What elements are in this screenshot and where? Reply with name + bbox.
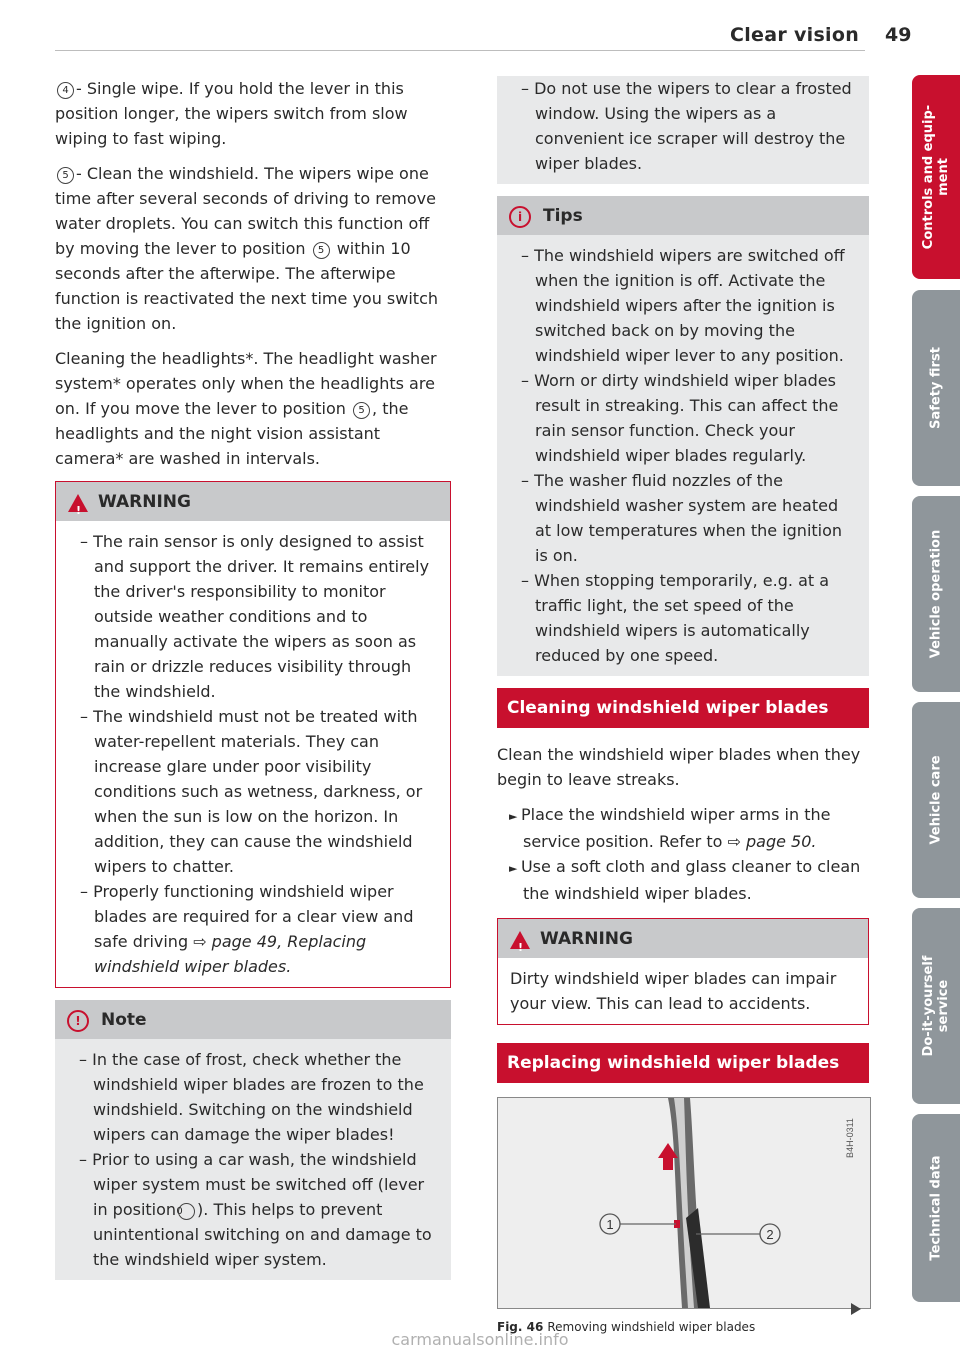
warning-header: ! WARNING (56, 482, 450, 521)
warning-header: ! WARNING (498, 919, 868, 958)
figure-code: B4H-0311 (845, 1118, 855, 1158)
right-column (497, 76, 869, 1340)
side-tab-diy-service[interactable]: Do-it-yourself service (912, 908, 960, 1104)
warning-item: – Properly functioning windshield wiper blades are required for a clear view and safe driving ⇨ page 49, Replacing windshield wiper blades. (68, 879, 438, 979)
info-icon: i (509, 206, 531, 228)
page-reference-link[interactable]: ⇨ page 49, Replacing windshield wiper blades. (94, 932, 367, 976)
paragraph-single-wipe: 4 - Single wipe. If you hold the lever in this position longer, the wipers switch from slow wiping to fast wiping. (55, 79, 408, 148)
side-tab-vehicle-care[interactable]: Vehicle care (912, 702, 960, 898)
note-icon: ! (67, 1010, 89, 1032)
position-5-symbol: 5 (353, 402, 370, 419)
note-body (55, 1039, 451, 1280)
position-0-symbol: 0 (178, 1203, 195, 1220)
tip-item: – When stopping temporarily, e.g. at a traffic light, the set speed of the windshield wipers is automatically reduced by one speed. (509, 568, 857, 668)
warning-triangle-icon: ! (68, 494, 88, 512)
warning-triangle-icon: ! (510, 931, 530, 949)
note-header: ! Note (55, 1000, 451, 1039)
section-heading-replacing: Replacing windshield wiper blades (497, 1043, 869, 1083)
warning-item: – The rain sensor is only designed to assist and support the driver. It remains entirely the driver's responsibility to monitor outside weather conditions and to manually activate the wipers as soon as rain or drizzle reduces visibility through the windshield. (68, 529, 438, 704)
tips-box (497, 196, 869, 676)
frost-note-continued (497, 76, 869, 184)
continued-arrow-icon (851, 1303, 861, 1315)
page-number: 49 (885, 24, 912, 46)
tips-body (497, 235, 869, 676)
cleaning-intro: Clean the windshield wiper blades when they begin to leave streaks. (497, 745, 861, 789)
figure-caption: Fig. 46 Removing windshield wiper blades (497, 1320, 756, 1334)
note-item: – In the case of frost, check whether the windshield wiper blades are frozen to the windshield. Switching on the windshield wipers can damage the wiper blades! (67, 1047, 439, 1147)
warning-box-2 (497, 918, 869, 1025)
wiper-blade-illustration (498, 1098, 870, 1308)
position-5-symbol: 5 (57, 167, 74, 184)
callout-1-label: 1 (606, 1217, 614, 1232)
side-tab-technical-data[interactable]: Technical data (912, 1114, 960, 1302)
step-item: ► Use a soft cloth and glass cleaner to clean the windshield wiper blades. (497, 854, 869, 906)
note-item: – Prior to using a car wash, the windshield wiper system must be switched off (lever in position0 ). This helps to prevent unintentional switching on and damage to the windshield wiper system. (67, 1147, 439, 1272)
tip-item: – The washer fluid nozzles of the windshield washer system are heated at low temperatures when the ignition is on. (509, 468, 857, 568)
step-item: ► Place the windshield wiper arms in the service position. Refer to ⇨ page 50. (497, 802, 869, 854)
note-box (55, 1000, 451, 1280)
chapter-title: Clear vision (730, 24, 860, 46)
side-tab-vehicle-operation[interactable]: Vehicle operation (912, 496, 960, 692)
left-column (55, 76, 451, 1292)
position-5-symbol: 5 (313, 242, 330, 259)
figure-wiper-blade (497, 1097, 871, 1309)
paragraph-headlight-cleaning: Cleaning the headlights*. The headlight washer system* operates only when the headlights are on. If you move the lever to position 5 , the headlights and the night vision assistant camera* are washed in intervals. (55, 349, 437, 468)
tip-item: – Worn or dirty windshield wiper blades result in streaking. This can affect the rain sensor function. Check your windshield wiper blades regularly. (509, 368, 857, 468)
note-item: – Do not use the wipers to clear a frosted window. Using the wipers as a convenient ice scraper will destroy the wiper blades. (509, 76, 857, 176)
position-4-symbol: 4 (57, 82, 74, 99)
section-heading-cleaning: Cleaning windshield wiper blades (497, 688, 869, 728)
watermark: carmanualsonline.info (391, 1330, 569, 1349)
side-tab-safety[interactable]: Safety first (912, 290, 960, 486)
paragraph-clean-windshield: 5 - Clean the windshield. The wipers wipe one time after several seconds of driving to remove water droplets. You can switch this function off by moving the lever to position 5 within 10 seconds after the afterwipe. The afterwipe function is reactivated the next time you switch the ignition on. (55, 164, 439, 333)
callout-2-label: 2 (766, 1227, 774, 1242)
warning-body (56, 521, 450, 987)
tip-item: – The windshield wipers are switched off when the ignition is off. Activate the windshield wipers after the ignition is switched back on by moving the windshield wiper lever to any position. (509, 243, 857, 368)
page-reference-link[interactable]: ⇨ page 50. (727, 832, 817, 851)
warning-item: – The windshield must not be treated with water-repellent materials. They can increase glare under poor visibility conditions such as wetness, darkness, or when the sun is low on the horizon. In addition, they can cause the windshield wipers to chatter. (68, 704, 438, 879)
side-tab-controls[interactable]: Controls and equip- ment (912, 75, 960, 279)
warning-body: Dirty windshield wiper blades can impair your view. This can lead to accidents. (510, 969, 837, 1013)
warning-box (55, 481, 451, 988)
tips-header: i Tips (497, 196, 869, 235)
header-rule (55, 50, 865, 51)
